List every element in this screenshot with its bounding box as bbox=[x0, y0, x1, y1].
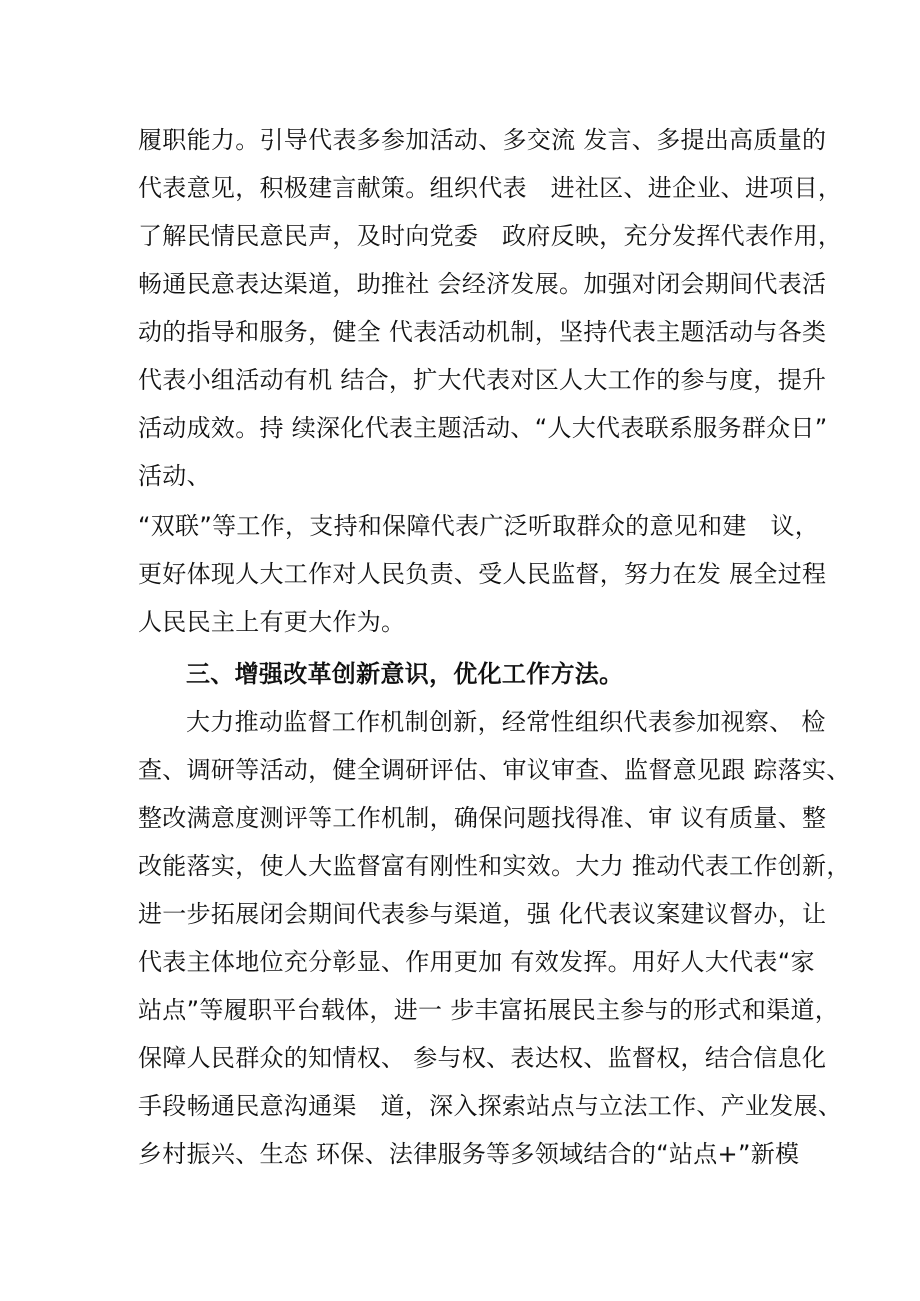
paragraph-line-20: 保障人民群众的知情权、 参与权、表达权、监督权，结合信息化 bbox=[138, 1044, 827, 1072]
paragraph-line-13: 大力推动监督工作机制创新，经常性组织代表参加视察、 检 bbox=[186, 708, 826, 736]
paragraph-line-19: 站点”等履职平台载体，进一 步丰富拓展民主参与的形式和渠道， bbox=[138, 996, 840, 1024]
paragraph-line-10: 更好体现人大工作对人民负责、受人民监督，努力在发 展全过程 bbox=[138, 560, 827, 588]
paragraph-line-1: 履职能力。引导代表多参加活动、多交流 发言、多提出高质量的 bbox=[138, 126, 827, 154]
paragraph-line-4: 畅通民意表达渠道，助推社 会经济发展。加强对闭会期间代表活 bbox=[138, 270, 827, 298]
paragraph-line-14: 查、调研等活动，健全调研评估、审议审查、监督意见跟 踪落实、 bbox=[138, 756, 851, 784]
paragraph-line-2: 代表意见，积极建言献策。组织代表 进社区、进企业、进项目， bbox=[138, 174, 843, 202]
paragraph-line-6: 代表小组活动有机 结合，扩大代表对区人大工作的参与度，提升 bbox=[138, 366, 827, 394]
paragraph-line-8: 活动、 bbox=[138, 462, 211, 490]
paragraph-line-22: 乡村振兴、生态 环保、法律服务等多领域结合的“站点+”新模 bbox=[138, 1140, 800, 1168]
paragraph-line-18: 代表主体地位充分彰显、作用更加 有效发挥。用好人大代表“家 bbox=[138, 948, 815, 976]
paragraph-line-21: 手段畅通民意沟通渠 道，深入探索站点与立法工作、产业发展、 bbox=[138, 1092, 843, 1120]
paragraph-line-3: 了解民情民意民声，及时向党委 政府反映，充分发挥代表作用， bbox=[138, 222, 843, 250]
paragraph-line-7: 活动成效。持 续深化代表主题活动、“人大代表联系服务群众日” bbox=[138, 414, 828, 442]
paragraph-line-16: 改能落实，使人大监督富有刚性和实效。大力 推动代表工作创新， bbox=[138, 852, 851, 880]
paragraph-line-9: “双联”等工作，支持和保障代表广泛听取群众的意见和建 议， bbox=[138, 512, 820, 540]
paragraph-line-15: 整改满意度测评等工作机制，确保问题找得准、审 议有质量、整 bbox=[138, 804, 827, 832]
section-heading: 三、增强改革创新意识，优化工作方法。 bbox=[186, 660, 624, 688]
paragraph-line-11: 人民民主上有更大作为。 bbox=[138, 608, 406, 636]
paragraph-line-5: 动的指导和服务，健全 代表活动机制，坚持代表主题活动与各类 bbox=[138, 318, 827, 346]
paragraph-line-17: 进一步拓展闭会期间代表参与渠道，强 化代表议案建议督办，让 bbox=[138, 900, 827, 928]
